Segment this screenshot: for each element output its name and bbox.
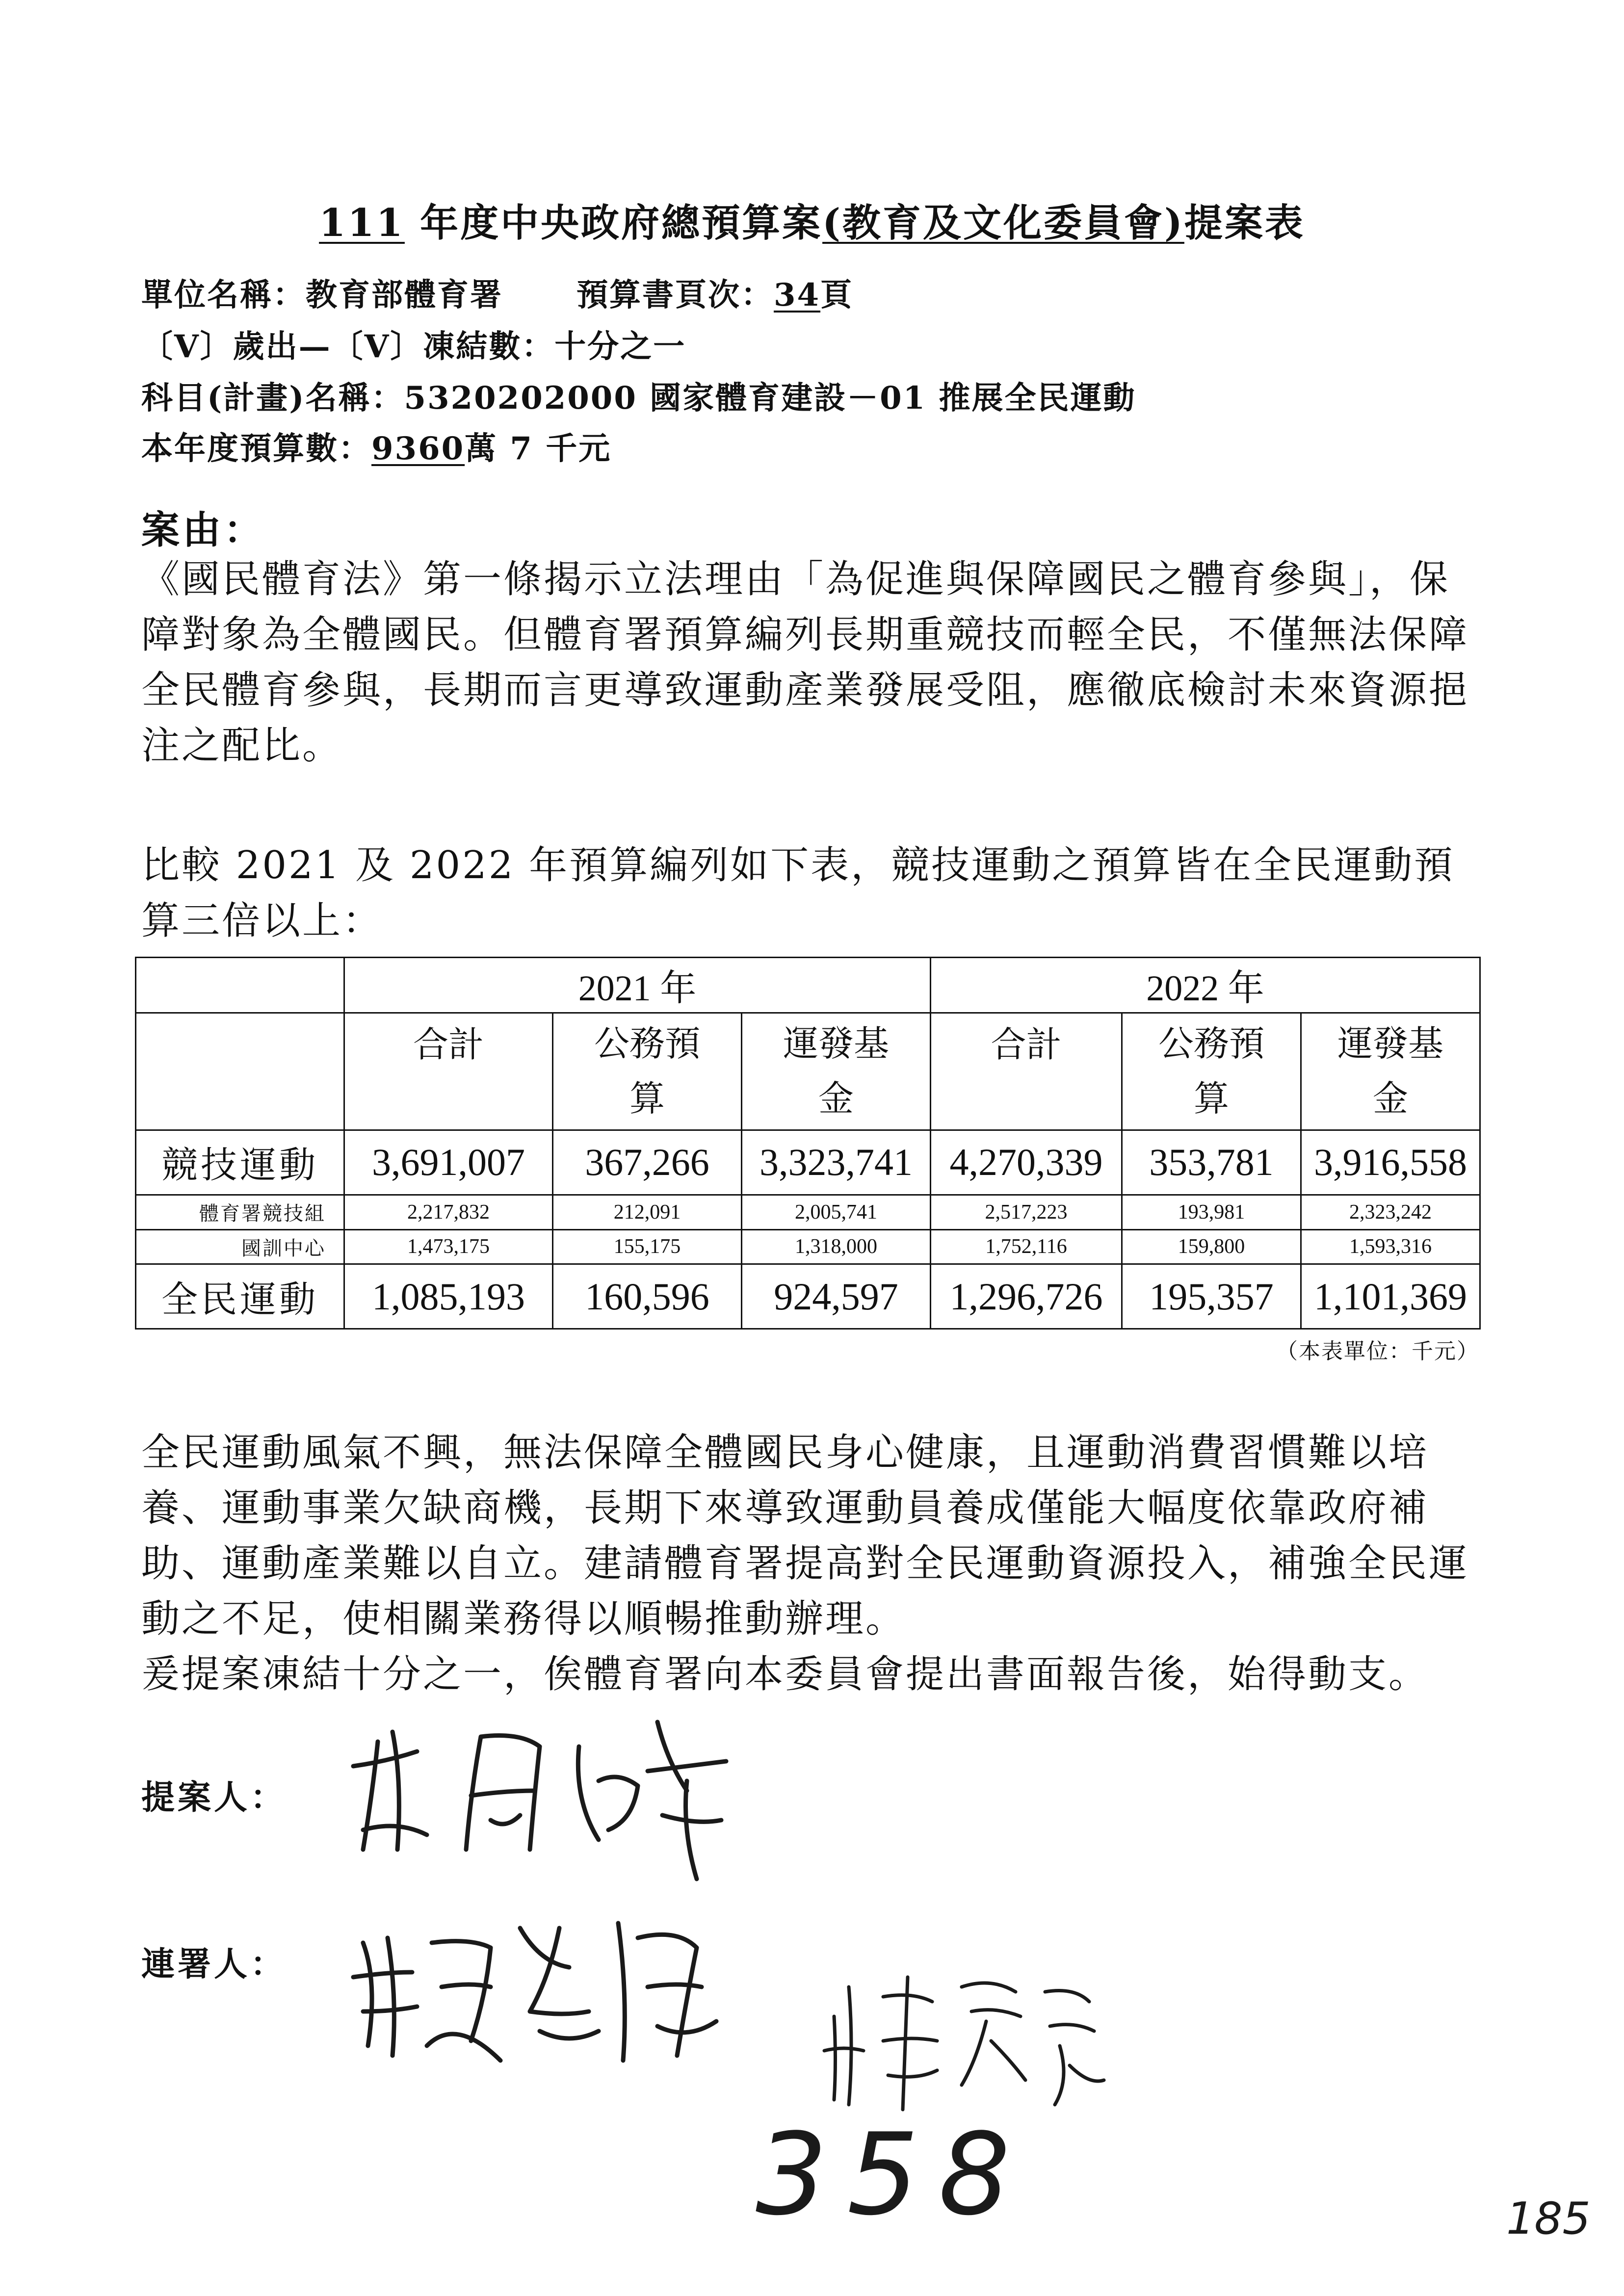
budget-line bbox=[141, 423, 611, 469]
budget-label: 本年度預算數： bbox=[141, 430, 371, 467]
table-cell: 2,217,832 bbox=[344, 1195, 553, 1229]
table-cell: 1,593,316 bbox=[1301, 1229, 1480, 1264]
reason-paragraph-2: 比較 2021 及 2022 年預算編列如下表，競技運動之預算皆在全民運動預算三倍以上： bbox=[141, 843, 1455, 943]
table-cell: 1,296,726 bbox=[931, 1264, 1122, 1329]
row-label-competitive-sports: 競技運動 bbox=[136, 1130, 344, 1195]
col-2022-total: 合計 bbox=[931, 1013, 1122, 1130]
table-corner-cell bbox=[136, 958, 344, 1013]
table-cell: 195,357 bbox=[1122, 1264, 1301, 1329]
title-year: 111 bbox=[319, 201, 405, 245]
table-column-header-row bbox=[136, 1013, 1480, 1130]
freeze-line: 〔V〕歲出—〔V〕凍結數：十分之一 bbox=[141, 328, 686, 365]
table-cell: 924,597 bbox=[742, 1264, 931, 1329]
cosigner-signature-2 bbox=[814, 1957, 1109, 2119]
page-mark: 185 bbox=[1506, 2193, 1591, 2244]
row-label-national-training-center: 國訓中心 bbox=[136, 1229, 344, 1264]
row-label-sports-for-all: 全民運動 bbox=[136, 1264, 344, 1329]
year-2021-header: 2021 年 bbox=[344, 958, 931, 1013]
table-row bbox=[136, 1264, 1480, 1329]
table-cell: 2,517,223 bbox=[931, 1195, 1122, 1229]
page-label: 預算書頁次： bbox=[576, 277, 774, 313]
col-2021-development-fund: 運發基金 bbox=[742, 1013, 931, 1130]
title-text-1: 年度中央政府總預算案 bbox=[404, 201, 823, 245]
table-cell: 2,005,741 bbox=[742, 1195, 931, 1229]
table-cell: 193,981 bbox=[1122, 1195, 1301, 1229]
table-cell: 1,473,175 bbox=[344, 1229, 553, 1264]
row-label-sports-admin-competition-division: 體育署競技組 bbox=[136, 1195, 344, 1229]
cosigner-signature-1 bbox=[343, 1899, 736, 2075]
title-committee: (教育及文化委員會) bbox=[822, 201, 1184, 245]
table-cell: 3,323,741 bbox=[742, 1130, 931, 1195]
col-2022-official-budget: 公務預算 bbox=[1122, 1013, 1301, 1130]
cosigner-label: 連署人： bbox=[141, 1945, 287, 1984]
budget-value: 9360 bbox=[371, 430, 465, 467]
unit-line bbox=[141, 270, 853, 315]
table-cell: 159,800 bbox=[1122, 1229, 1301, 1264]
table-cell: 1,318,000 bbox=[742, 1229, 931, 1264]
table-cell: 3,916,558 bbox=[1301, 1130, 1480, 1195]
reason-paragraph-1: 《國民體育法》第一條揭示立法理由「為促進與保障國民之體育參與」，保障對象為全體國民。但體育署預算編列長期重競技而輕全民，不僅無法保障全民體育參與，長期而言更導致運動產業發展受阻，應徹底檢討未來資源挹注之配比。 bbox=[141, 557, 1469, 768]
table-cell: 160,596 bbox=[553, 1264, 742, 1329]
year-2022-header: 2022 年 bbox=[931, 958, 1480, 1013]
reason-heading: 案由： bbox=[141, 508, 265, 552]
table-cell: 2,323,242 bbox=[1301, 1195, 1480, 1229]
budget-suffix: 萬 7 千元 bbox=[465, 430, 612, 467]
table-cell: 1,752,116 bbox=[931, 1229, 1122, 1264]
page-title bbox=[0, 192, 1624, 247]
table-cell: 4,270,339 bbox=[931, 1130, 1122, 1195]
table-row bbox=[136, 1130, 1480, 1195]
proposer-signature bbox=[343, 1702, 746, 1889]
table-cell: 212,091 bbox=[553, 1195, 742, 1229]
table-cell: 1,101,369 bbox=[1301, 1264, 1480, 1329]
table-row bbox=[136, 1229, 1480, 1264]
reason-paragraph-3: 全民運動風氣不興，無法保障全體國民身心健康，且運動消費習慣難以培養、運動事業欠缺商機，長期下來導致運動員養成僅能大幅度依靠政府補助、運動產業難以自立。建請體育署提高對全民運動資源投入，補強全民運動之不足，使相關業務得以順暢推動辦理。 bbox=[141, 1431, 1469, 1641]
page-number: 34 bbox=[774, 277, 821, 313]
proposer-label: 提案人： bbox=[141, 1778, 287, 1817]
handwritten-number: 358 bbox=[756, 2110, 1030, 2241]
table-year-header-row bbox=[136, 958, 1480, 1013]
title-text-2: 提案表 bbox=[1184, 201, 1305, 245]
col-2021-total: 合計 bbox=[344, 1013, 553, 1130]
table-unit-note: （本表單位：千元） bbox=[1276, 1339, 1479, 1364]
subject-line: 科目(計畫)名稱：5320202000 國家體育建設－01 推展全民運動 bbox=[141, 380, 1136, 417]
table-cell: 353,781 bbox=[1122, 1130, 1301, 1195]
budget-comparison-table bbox=[135, 957, 1481, 1330]
table-cell: 3,691,007 bbox=[344, 1130, 553, 1195]
table-cell: 367,266 bbox=[553, 1130, 742, 1195]
table-cell: 1,085,193 bbox=[344, 1264, 553, 1329]
table-row bbox=[136, 1195, 1480, 1229]
reason-paragraph-4: 爰提案凍結十分之一，俟體育署向本委員會提出書面報告後，始得動支。 bbox=[141, 1652, 1429, 1696]
table-label-header-cell bbox=[136, 1013, 344, 1130]
col-2021-official-budget: 公務預算 bbox=[553, 1013, 742, 1130]
unit-label: 單位名稱：教育部體育署 bbox=[141, 277, 503, 313]
page-suffix: 頁 bbox=[820, 277, 854, 313]
table-cell: 155,175 bbox=[553, 1229, 742, 1264]
col-2022-development-fund: 運發基金 bbox=[1301, 1013, 1480, 1130]
